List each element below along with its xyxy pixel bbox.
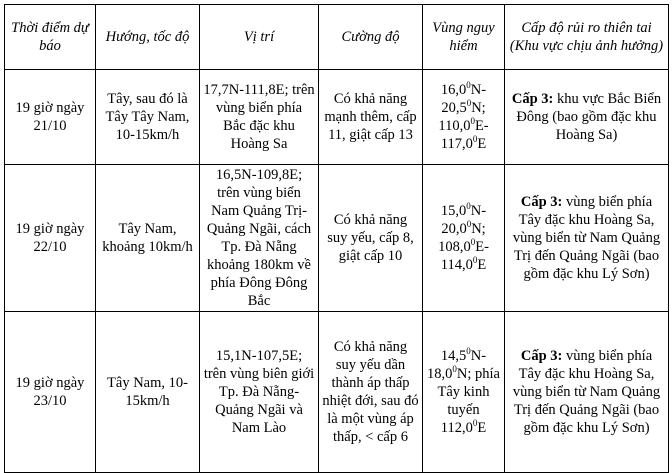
header-risk-level: Cấp độ rủi ro thiên tai (Khu vực chịu ảnh hưởng) xyxy=(505,5,669,70)
risk-area-text: vùng biển phía Tây đặc khu Hoàng Sa, vùng biển từ Nam Quảng Trị đến Quảng Ngãi (bao gồm đặc khu Lý Sơn) xyxy=(512,194,661,282)
table-row xyxy=(5,165,669,312)
cell-intensity: Có khả năng suy yếu, cấp 8, giật cấp 10 xyxy=(319,165,423,312)
cell-position: 17,7N-111,8E; trên vùng biển phía Bắc đặc khu Hoàng Sa xyxy=(200,70,319,165)
cell-position: 15,1N-107,5E; trên vùng biên giới Tp. Đà Nẵng-Quảng Ngãi và Nam Lào xyxy=(200,312,319,473)
cell-direction: Tây Nam, 10-15km/h xyxy=(96,312,200,473)
cell-intensity: Có khả năng mạnh thêm, cấp 11, giật cấp 13 xyxy=(319,70,423,165)
cell-risk-level xyxy=(505,70,669,165)
cell-position: 16,5N-109,8E; trên vùng biển Nam Quảng Trị-Quảng Ngãi, cách Tp. Đà Nẵng khoảng 180km về phía Đông Đông Bắc xyxy=(200,165,319,312)
table-row xyxy=(5,312,669,473)
cell-risk-level xyxy=(505,312,669,473)
cell-danger-zone: 14,5$^0$N- 18,0$^0$N; phía Tây kinh tuyến 112,0$^0$E xyxy=(423,312,505,473)
risk-area-text: vùng biển phía Tây đặc khu Hoàng Sa, vùng biển từ Nam Quảng Trị đến Quảng Ngãi (bao gồm đặc khu Lý Sơn) xyxy=(512,348,661,436)
header-danger-zone: Vùng nguy hiểm xyxy=(423,5,505,70)
risk-area-text: khu vực Bắc Biển Đông (bao gồm đặc khu Hoàng Sa) xyxy=(516,91,662,143)
cell-direction: Tây, sau đó là Tây Tây Nam, 10-15km/h xyxy=(96,70,200,165)
risk-level-label: Cấp 3: xyxy=(520,348,563,364)
cell-direction: Tây Nam, khoảng 10km/h xyxy=(96,165,200,312)
cell-risk-level xyxy=(505,165,669,312)
header-position: Vị trí xyxy=(200,5,319,70)
table-row xyxy=(5,70,669,165)
cell-danger-zone: 16,0$^0$N- 20,5$^0$N; 110,0$^0$E- 117,0$^0$E xyxy=(423,70,505,165)
cell-time: 19 giờ ngày 23/10 xyxy=(5,312,96,473)
header-row xyxy=(5,5,669,70)
cell-time: 19 giờ ngày 22/10 xyxy=(5,165,96,312)
cell-intensity: Có khả năng suy yếu dần thành áp thấp nhiệt đới, sau đó là một vùng áp thấp, < cấp 6 xyxy=(319,312,423,473)
risk-level-label: Cấp 3: xyxy=(520,194,563,210)
cell-danger-zone: 15,0$^0$N- 20,0$^0$N; 108,0$^0$E- 114,0$^0$E xyxy=(423,165,505,312)
header-intensity: Cường độ xyxy=(319,5,423,70)
header-direction: Hướng, tốc độ xyxy=(96,5,200,70)
forecast-table xyxy=(4,4,669,473)
cell-time: 19 giờ ngày 21/10 xyxy=(5,70,96,165)
header-time: Thời điểm dự báo xyxy=(5,5,96,70)
risk-level-label: Cấp 3: xyxy=(511,91,554,107)
